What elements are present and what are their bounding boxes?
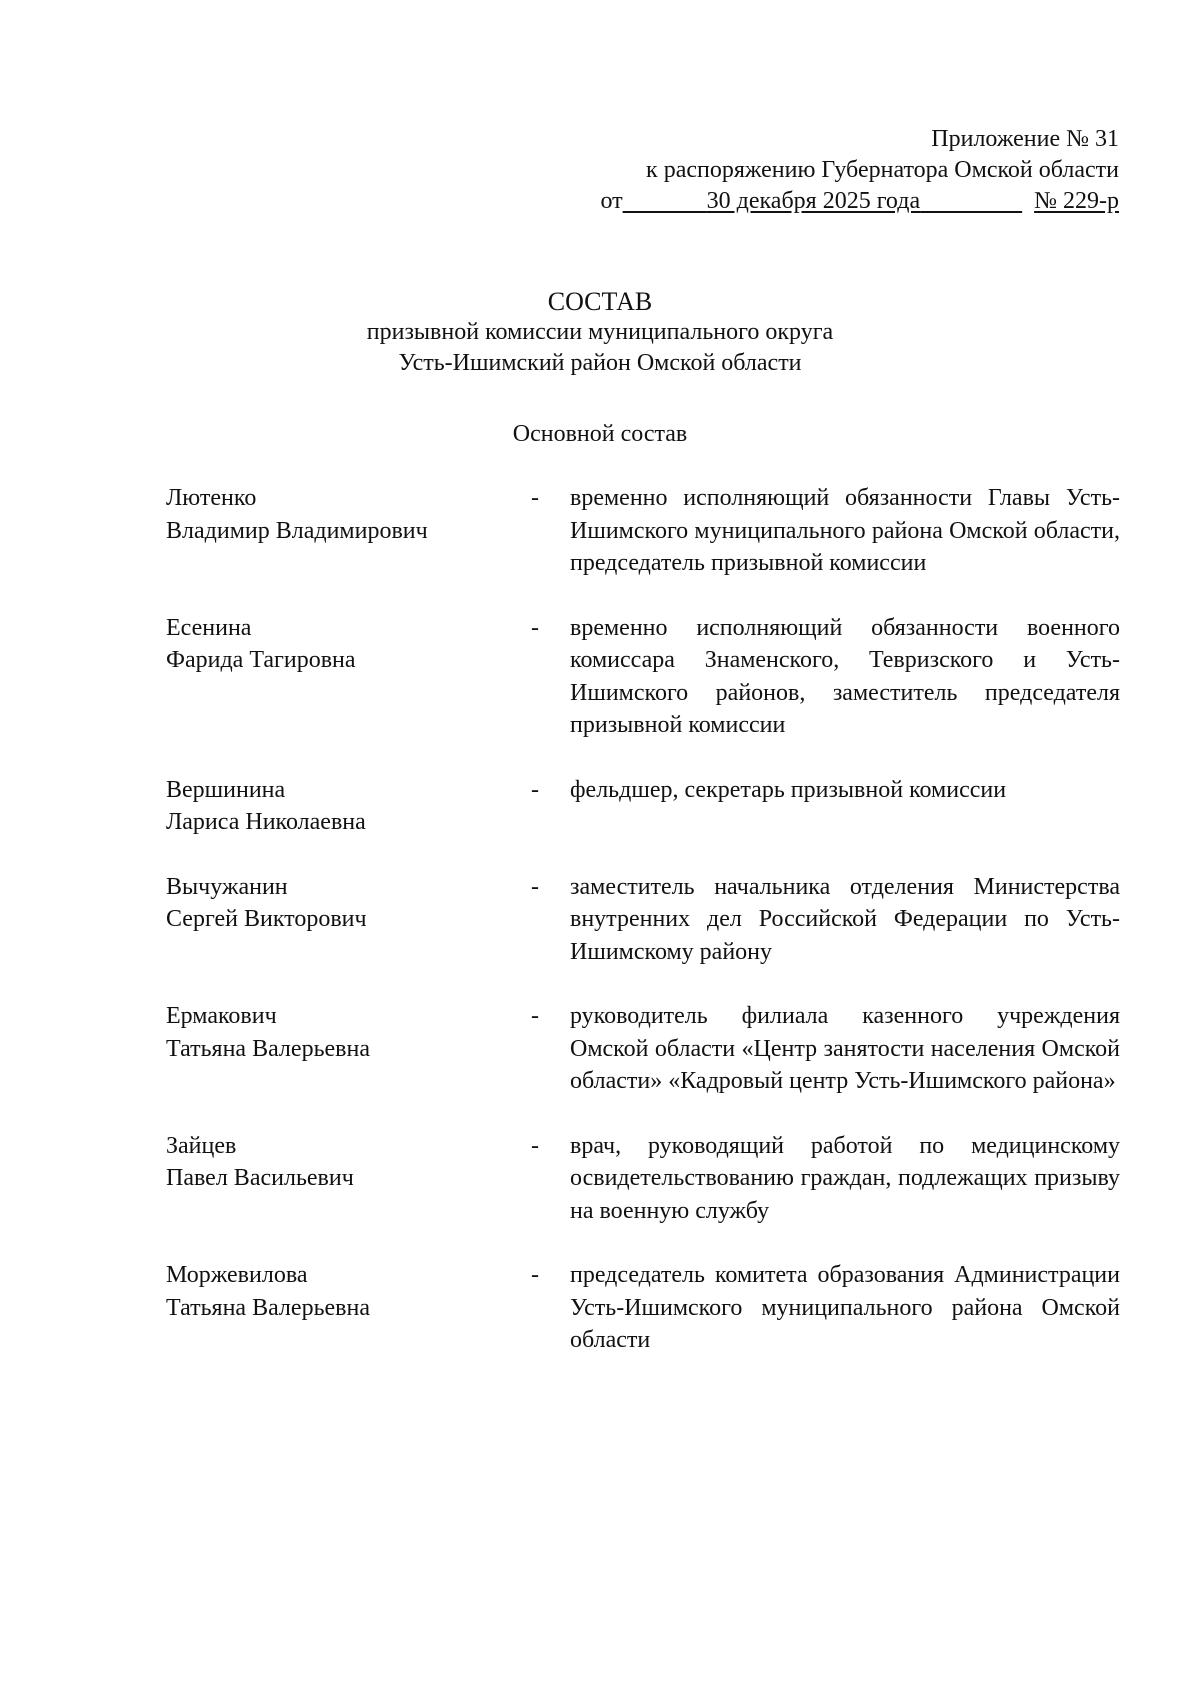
member-surname: Лютенко <box>166 485 257 511</box>
document-title: СОСТАВ <box>547 287 653 316</box>
member-row <box>0 774 1200 839</box>
member-dash: - <box>531 485 539 511</box>
member-surname: Моржевилова <box>166 1262 308 1288</box>
member-role: руководитель филиала казенного учреждения Омской области «Центр занятости населения Омской области» «Кадровый центр Усть-Ишимского района» <box>570 1003 1120 1094</box>
document-heading <box>0 286 1200 379</box>
member-given-names: Лариса Николаевна <box>166 809 366 835</box>
member-name <box>166 871 496 936</box>
member-surname: Вершинина <box>166 776 286 803</box>
member-row <box>0 1130 1200 1228</box>
appendix-date-line <box>600 186 1119 217</box>
member-given-names: Татьяна Валерьевна <box>166 1035 370 1062</box>
appendix-reference: к распоряжению Губернатора Омской области <box>646 157 1119 183</box>
member-dash: - <box>531 1003 539 1029</box>
member-name <box>166 1130 496 1195</box>
member-given-names: Фарида Тагировна <box>166 647 356 673</box>
appendix-header <box>600 124 1119 217</box>
member-name <box>166 482 496 547</box>
member-row <box>0 1259 1200 1357</box>
member-surname: Зайцев <box>166 1132 237 1159</box>
members-list <box>0 482 1200 1357</box>
document-subtitle-line-1: призывной комиссии муниципального округа <box>366 319 834 345</box>
member-given-names: Татьяна Валерьевна <box>166 1294 370 1321</box>
member-dash: - <box>531 1262 539 1288</box>
member-role: фельдшер, секретарь призывной комиссии <box>570 776 1007 803</box>
member-dash: - <box>531 1132 539 1159</box>
order-number: № 229-р <box>1034 188 1119 214</box>
appendix-number: Приложение № 31 <box>931 126 1119 152</box>
member-given-names: Павел Васильевич <box>166 1165 354 1191</box>
member-given-names: Владимир Владимирович <box>166 517 428 544</box>
member-row <box>0 482 1200 580</box>
member-dash: - <box>531 614 539 641</box>
member-row <box>0 612 1200 742</box>
section-title: Основной состав <box>512 421 688 447</box>
member-role: временно исполняющий обязанности Главы Усть-Ишимского муниципального района Омской области, председатель призывной комиссии <box>570 485 1120 576</box>
member-role: врач, руководящий работой по медицинскому освидетельствованию граждан, подлежащих призыву на военную службу <box>570 1132 1120 1224</box>
date-prefix: от <box>600 188 623 214</box>
member-dash: - <box>531 873 539 900</box>
member-surname: Вычужанин <box>166 873 288 900</box>
member-name <box>166 1000 496 1065</box>
order-date: 30 декабря 2025 года <box>706 188 921 214</box>
member-given-names: Сергей Викторович <box>166 906 367 932</box>
member-name <box>166 1259 496 1324</box>
document-subtitle-line-2: Усть-Ишимский район Омской области <box>398 350 802 376</box>
member-role: временно исполняющий обязанности военного комиссара Знаменского, Тевризского и Усть-Ишимского районов, заместитель председателя призывной комиссии <box>570 614 1120 738</box>
member-name <box>166 774 496 839</box>
member-dash: - <box>531 776 539 803</box>
member-row <box>0 1000 1200 1098</box>
date-field <box>623 188 1022 214</box>
member-surname: Ермакович <box>166 1003 277 1029</box>
member-name <box>166 612 496 677</box>
member-surname: Есенина <box>166 614 252 641</box>
member-row <box>0 871 1200 969</box>
member-role: заместитель начальника отделения Министерства внутренних дел Российской Федерации по Усть-Ишимскому району <box>570 873 1120 965</box>
member-role: председатель комитета образования Администрации Усть-Ишимского муниципального района Омской области <box>570 1262 1120 1353</box>
